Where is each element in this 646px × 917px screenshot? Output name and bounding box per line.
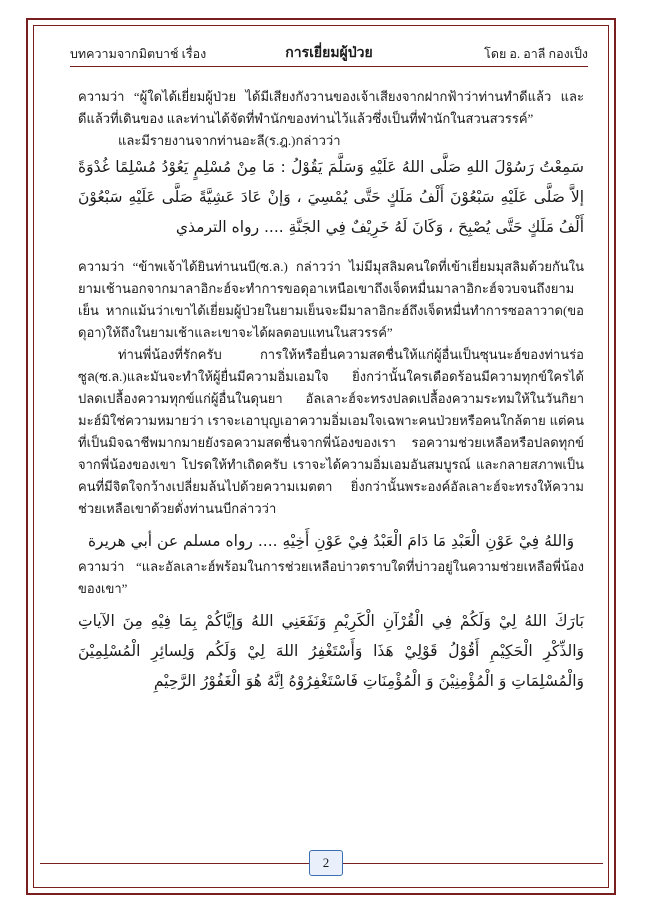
arabic-hadith-2: وَاللهُ فِيْ عَوْنِ الْعَبْدِ مَا دَامَ الْعَبْدُ فِيْ عَوْنِ أَخِيْهِ .... رواه مسلم عن أبي هريرة — [87, 532, 575, 550]
paragraph-commentary: ท่านพี่น้องที่รักครับ การให้หรือยื่นความสดชื่นให้แก่ผู้อื่นเป็นซุนนะฮ์ของท่านร่อซูล(ซ.ล.)และมันจะทำให้ผู้ยื่นมีความอิ่มเอมใจ ยิ่งกว่านั้นใครเดือดร้อนมีความทุกข์ใครได้ปลดเปลื้องความทุกข์แก่ผู้อื่นในดุนยา อัลเลาะฮ์จะทรงปลดเปลื้องความระทมให้ในวันกิยามะฮ์มิใช่ความหมายว่า เราจะเอาบุญเอาความอิ่มเอมใจเฉพาะคนป่วยหรือคนใกล้ตาย แต่คนที่เป็นมิจฉาชีพมากมายยังรอความสดชื่นจากพี่น้องของเรา รอความช่วยเหลือหรือปลดทุกข์จากพี่น้องของเขา โปรดให้ทำเถิดครับ เราจะได้ความอิ่มเอมอันสมบูรณ์ และกลายสภาพเป็นคนที่มีจิตใจกว้างเปลี่ยมล้นไปด้วยความเมตตา ยิ่งกว่านั้นพระองค์อัลเลาะฮ์จะทรงให้ความช่วยเหลือเขาด้วยดั่งท่านนบีกล่าวว่า — [78, 347, 584, 516]
arabic-closing-dua: بَارَكَ اللهُ لِيْ وَلَكُمْ فِي الْقُرْآنِ الْكَرِيْمِ وَنَفَعَنِي اللهُ وَإيَّاكُمْ بِمَا فِيْهِ مِنَ الآياتِ وَالذِّكْرِ الْحَكِيْمِ أَقُوْلُ قَوْلِيْ هَذَا وَأَسْتَغْفِرُ اللهَ لِيْ وَلَكُم وَلِسائِرِ الْمُسْلِمِيْنَ وَالْمُسْلِمَاتِ وَ الْمُؤْمِنِيْنَ وَ الْمُؤْمِنَاتِ فَاسْتَغْفِرُوْهُ اِنَّهُ هُوَ الْغَفُوْرُ الرَّحِيْمِ — [78, 612, 584, 690]
article-body — [78, 86, 584, 696]
page-header — [70, 42, 588, 64]
paragraph-translation-2: ความว่า “ข้าพเจ้าได้ยินท่านนบี(ซ.ล.) กล่าวว่า ไม่มีมุสลิมคนใดที่เข้าเยี่ยมมุสลิมด้วยกันในยามเช้านอกจากมาลาอิกะฮ์จะทำการขอดุอาเหนือเขาถึงเจ็ดหมื่นมาลาอิกะฮ์จวบจนถึงยามเย็น หากแม้นว่าเขาได้เยี่ยมผู้ป่วยในยามเย็นจะมีมาลาอิกะฮ์ถึงเจ็ดหมื่นทำการซอลาวาด(ขอดุอา)ให้ถึงในยามเช้าและเขาจะได้ผลตอบแทนในสวรรค์” — [78, 259, 584, 340]
header-author: โดย อ. อาลี กองเป็ง — [484, 47, 588, 61]
page-title: การเยี่ยมผู้ป่วย — [285, 46, 373, 61]
arabic-hadith-1: سَمِعْتُ رَسُوْلَ اللهِ صَلَّى اللهُ عَلَيْهِ وَسَلَّمَ يَقُوْلُ : مَا مِنْ مُسْلِمٍ يَعُوْدُ مُسْلِمًا غُدْوَةً إلاَّ صَلَّى عَلَيْهِ سَبْعُوْنَ أَلْفُ مَلَكٍ حَتَّى يُمْسِيَ ، وَإنْ عَادَ عَشِيَّةً صَلَّى عَلَيْهِ سَبْعُوْنَ أَلْفُ مَلَكٍ حَتَّى يُصْبِحَ ، وَكَانَ لَهُ خَرِيْفٌ فِي الجَنَّةِ .... رواه الترمذي — [78, 158, 584, 236]
footer-rule-left — [40, 863, 309, 864]
paragraph-translation-3: ความว่า “และอัลเลาะฮ์พร้อมในการช่วยเหลือบ่าวตราบใดที่บ่าวอยู่ในความช่วยเหลือพี่น้องของเขา” — [78, 559, 584, 596]
page-number: 2 — [309, 850, 343, 876]
header-series-label: บทความจากมิตบาช์ เรื่อง — [70, 47, 207, 61]
header-divider — [70, 66, 588, 67]
footer-rule-right — [343, 863, 603, 864]
paragraph-narration-intro: และมีรายงานจากท่านอะลี(ร.ฎ.)กล่าวว่า — [118, 133, 341, 148]
paragraph-translation-1: ความว่า “ผู้ใดได้เยี่ยมผู้ป่วย ได้มีเสียงกังวานของเจ้าเสียงจากฝากฟ้าว่าท่านทำดีแล้ว และดีแล้วที่เดินของ และท่านได้จัดที่พำนักของท่านไว้แล้วซึ่งเป็นที่พำนักในสวนสวรรค์” — [78, 89, 584, 126]
